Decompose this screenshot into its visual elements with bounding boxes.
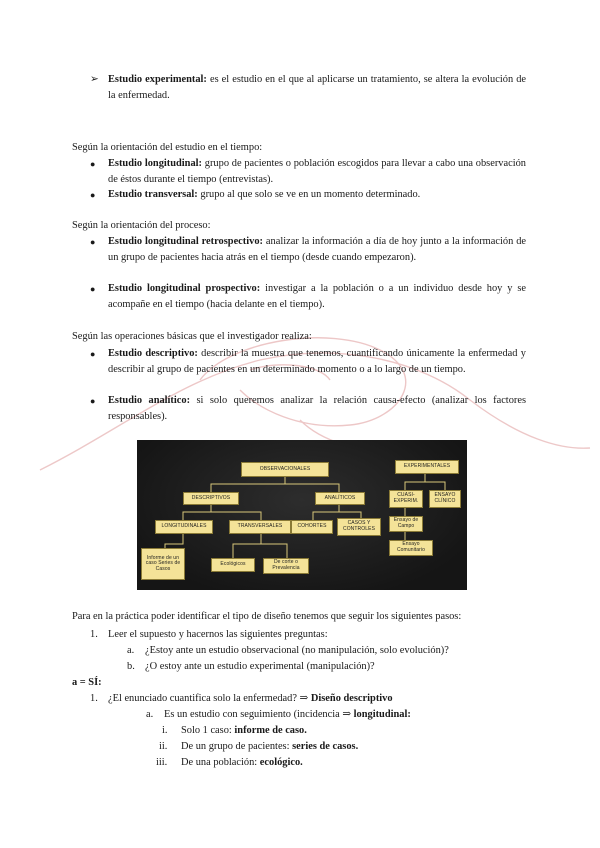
box-ensayo-comunitario: Ensayo Comunitario: [389, 540, 433, 556]
bullet-icon: ●: [90, 190, 96, 200]
sub-step-population: De una población: ecológico.: [181, 757, 303, 768]
box-longitudinales: LONGITUDINALES: [155, 520, 213, 534]
prospective-item: Estudio longitudinal prospectivo: investigar a la población o a un individuo desde hoy y se acompañe en el tiempo (hacia delante en el tiempo).: [108, 283, 527, 310]
bullet-icon: ●: [90, 284, 96, 294]
box-corte-prevalencia: De corte o Prevalencia: [263, 558, 309, 574]
box-informe-series-casos: Informe de un caso Series de Casos: [141, 548, 185, 580]
box-observacionales: OBSERVACIONALES: [241, 462, 329, 477]
list-letter: b.: [127, 661, 135, 672]
list-roman: iii.: [156, 757, 168, 768]
bullet-icon: ●: [90, 159, 96, 169]
analytic-item: Estudio analítico: si solo queremos analizar la relación causa-efecto (analizar los factores responsables).: [108, 395, 527, 422]
box-analiticos: ANALÍTICOS: [315, 492, 365, 505]
heading-orientation-time: Según la orientación del estudio en el tiempo:: [72, 142, 263, 153]
list-number: 1.: [90, 629, 98, 640]
heading-orientation-process: Según la orientación del proceso:: [72, 220, 211, 231]
box-casos-controles: CASOS Y CONTROLES: [337, 518, 381, 536]
bullet-icon: ●: [90, 396, 96, 406]
box-ensayo-campo: Ensayo de Campo: [389, 516, 423, 532]
box-cuasi-experimental: CUASI-EXPERIM.: [389, 490, 423, 508]
heading-basic-operations: Según las operaciones básicas que el investigador realiza:: [72, 331, 312, 342]
list-number: 1.: [90, 693, 98, 704]
retrospective-item: Estudio longitudinal retrospectivo: analizar la información a día de hoy junto a la información de un grupo de pacientes hacia atrás en el tiempo (desde cuando empezaron).: [108, 236, 526, 263]
box-descriptivos: DESCRIPTIVOS: [183, 492, 239, 505]
box-experimentales: EXPERIMENTALES: [395, 460, 459, 474]
term-experimental: Estudio experimental:: [108, 74, 207, 85]
bullet-icon: ●: [90, 237, 96, 247]
question-experimental: ¿O estoy ante un estudio experimental (manipulación)?: [145, 661, 375, 672]
descriptive-item: Estudio descriptivo: describir la muestra que tenemos, cuantificando únicamente la enfermedad y describir al grupo de pacientes en un determinado momento o a lo largo de un tiempo.: [108, 348, 526, 375]
steps-intro: Para en la práctica poder identificar el tipo de diseño tenemos que seguir los siguientes pasos:: [72, 611, 462, 622]
sub-step-follow-up: Es un estudio con seguimiento (incidencia ⇒ longitudinal:: [164, 709, 411, 720]
arrow-bullet-icon: ➢: [90, 74, 99, 85]
sub-step-single-case: Solo 1 caso: informe de caso.: [181, 725, 307, 736]
list-roman: i.: [162, 725, 168, 736]
step-1-text: Leer el supuesto y hacernos las siguientes preguntas:: [108, 629, 328, 640]
box-ecologicos: Ecológicos: [211, 558, 255, 572]
box-cohortes: COHORTES: [291, 520, 333, 534]
transversal-item: Estudio transversal: grupo al que solo se ve en un momento determinado.: [108, 189, 421, 200]
box-transversales: TRANSVERSALES: [229, 520, 291, 534]
list-roman: ii.: [159, 741, 168, 752]
study-types-diagram: [137, 440, 467, 590]
definition-experimental: es el estudio en el que al aplicarse un tratamiento, se altera la evolución de la enfermedad.: [108, 74, 527, 101]
sub-step-quantify: ¿El enunciado cuantifica solo la enfermedad? ⇒ Diseño descriptivo: [108, 693, 393, 704]
experimental-study-item: [108, 72, 526, 103]
list-letter: a.: [127, 645, 135, 656]
answer-yes-heading: a = SÍ:: [72, 677, 102, 688]
bullet-icon: ●: [90, 349, 96, 359]
box-ensayo-clinico: ENSAYO CLÍNICO: [429, 490, 461, 508]
question-observational: ¿Estoy ante un estudio observacional (no manipulación, solo evolución)?: [145, 645, 449, 656]
longitudinal-item: Estudio longitudinal: grupo de pacientes o población escogidos para llevar a cabo una observación de éstos durante el tiempo (entrevistas).: [108, 158, 526, 185]
sub-step-patient-group: De un grupo de pacientes: series de casos.: [181, 741, 359, 752]
list-letter: a.: [146, 709, 154, 720]
